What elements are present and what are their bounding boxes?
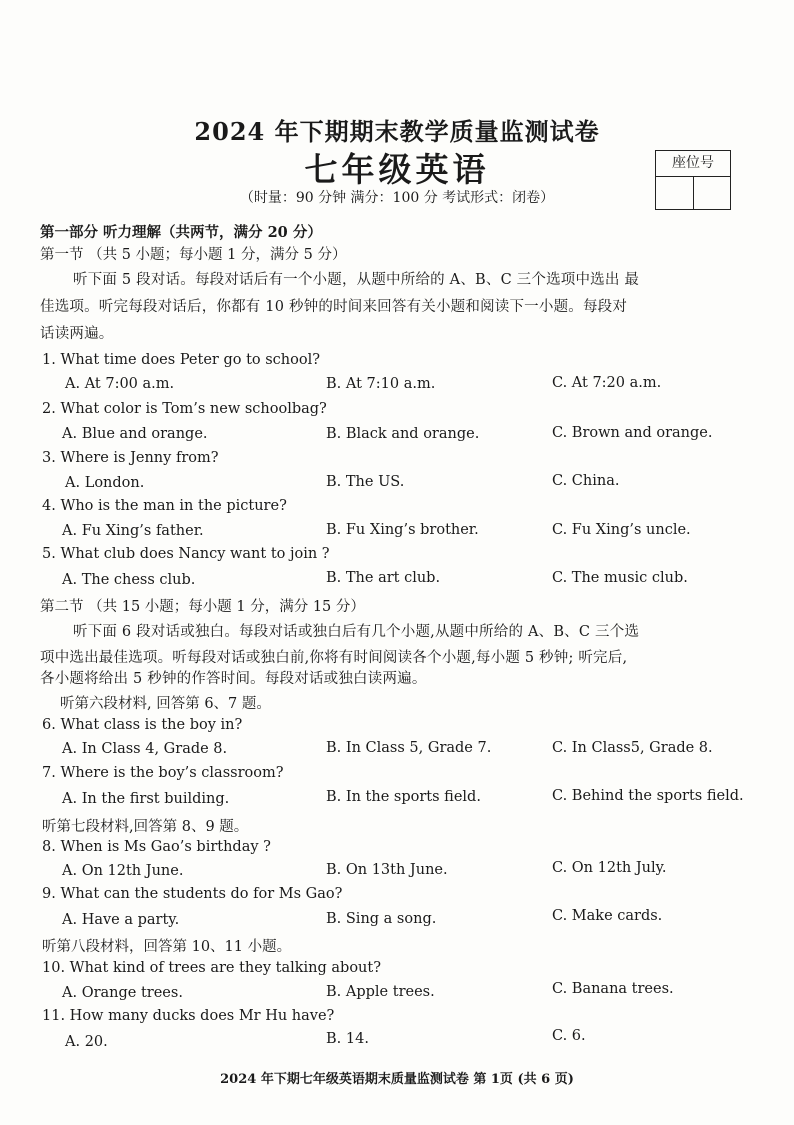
option-a: A. Fu Xing’s father. — [62, 523, 204, 539]
option-b: B. Fu Xing’s brother. — [326, 522, 479, 538]
option-a: A. In the first building. — [62, 791, 230, 807]
question-stem: 8. When is Ms Gao’s birthday ? — [42, 839, 271, 855]
question-stem: 6. What class is the boy in? — [42, 717, 243, 733]
option-b: B. Black and orange. — [326, 426, 480, 442]
option-b: B. In the sports field. — [326, 789, 481, 805]
option-a: A. Have a party. — [62, 912, 180, 928]
option-c: C. Fu Xing’s uncle. — [552, 522, 691, 538]
question-stem: 3. Where is Jenny from? — [42, 450, 219, 466]
part1-heading: 第一部分 听力理解（共两节，满分 20 分） — [40, 224, 322, 241]
option-a: A. Blue and orange. — [62, 426, 208, 442]
option-a: A. On 12th June. — [62, 863, 184, 879]
option-c: C. Behind the sports field. — [552, 788, 744, 804]
question-stem: 10. What kind of trees are they talking about? — [42, 960, 381, 976]
section1-instruction-line: 话读两遍。 — [40, 326, 114, 342]
question-stem: 4. Who is the man in the picture? — [42, 498, 287, 514]
option-b: B. In Class 5, Grade 7. — [326, 740, 492, 756]
seat-number-cell-1 — [656, 177, 694, 209]
exam-info: （时量：90 分钟 满分：100 分 考试形式：闭卷） — [239, 190, 555, 206]
section1-instruction-line: 佳选项。听完每段对话后，你都有 10 秒钟的时间来回答有关小题和阅读下一小题。每段对 — [40, 299, 628, 315]
section2-instruction-line: 各小题将给出 5 秒钟的作答时间。每段对话或独白读两遍。 — [40, 671, 427, 687]
option-c: C. Banana trees. — [552, 981, 674, 997]
option-c: C. The music club. — [552, 570, 688, 586]
option-a: A. The chess club. — [62, 572, 196, 588]
exam-subject: 七年级英语 — [304, 150, 490, 189]
page-footer: 2024 年下期七年级英语期末质量监测试卷 第 1页 (共 6 页) — [220, 1072, 574, 1087]
option-a: A. London. — [65, 475, 145, 491]
option-c: C. Make cards. — [552, 908, 663, 924]
option-b: B. 14. — [326, 1031, 369, 1047]
seat-number-box — [655, 150, 731, 210]
option-b: B. The art club. — [326, 570, 441, 586]
question-stem: 7. Where is the boy’s classroom? — [42, 765, 284, 781]
section1-heading: 第一节 （共 5 小题；每小题 1 分，满分 5 分） — [40, 247, 347, 263]
question-stem: 11. How many ducks does Mr Hu have? — [42, 1008, 335, 1024]
option-a: A. In Class 4, Grade 8. — [62, 741, 228, 757]
option-c: C. At 7:20 a.m. — [552, 375, 662, 391]
option-b: B. Sing a song. — [326, 911, 437, 927]
listening-material-7: 听第七段材料,回答第 8、9 题。 — [42, 819, 249, 835]
section2-instruction-line: 听下面 6 段对话或独白。每段对话或独白后有几个小题,从题中所给的 A、B、C 三个选 — [73, 624, 640, 640]
question-stem: 2. What color is Tom’s new schoolbag? — [42, 401, 327, 417]
option-c: C. Brown and orange. — [552, 425, 713, 441]
option-c: C. 6. — [552, 1028, 586, 1044]
question-stem: 1. What time does Peter go to school? — [42, 352, 321, 368]
option-a: A. 20. — [65, 1034, 108, 1050]
question-stem: 9. What can the students do for Ms Gao? — [42, 886, 343, 902]
option-b: B. On 13th June. — [326, 862, 448, 878]
option-a: A. Orange trees. — [62, 985, 183, 1001]
section1-instruction-line: 听下面 5 段对话。每段对话后有一个小题，从题中所给的 A、B、C 三个选项中选出 最 — [73, 272, 640, 288]
option-c: C. In Class5, Grade 8. — [552, 740, 713, 756]
listening-material-6: 听第六段材料, 回答第 6、7 题。 — [60, 696, 271, 712]
section2-heading: 第二节 （共 15 小题；每小题 1 分，满分 15 分） — [40, 599, 365, 615]
exam-title: 2024 年下期期末教学质量监测试卷 — [194, 117, 600, 146]
seat-number-cell-2 — [694, 177, 731, 209]
option-c: C. China. — [552, 473, 620, 489]
option-c: C. On 12th July. — [552, 860, 667, 876]
question-stem: 5. What club does Nancy want to join ? — [42, 546, 330, 562]
option-a: A. At 7:00 a.m. — [65, 376, 175, 392]
seat-number-label: 座位号 — [656, 151, 730, 177]
section2-instruction-line: 项中选出最佳选项。听每段对话或独白前,你将有时间阅读各个小题,每小题 5 秒钟; 听完后, — [40, 650, 628, 666]
option-b: B. The US. — [326, 474, 405, 490]
listening-material-8: 听第八段材料，回答第 10、11 小题。 — [42, 939, 292, 955]
option-b: B. Apple trees. — [326, 984, 435, 1000]
option-b: B. At 7:10 a.m. — [326, 376, 436, 392]
